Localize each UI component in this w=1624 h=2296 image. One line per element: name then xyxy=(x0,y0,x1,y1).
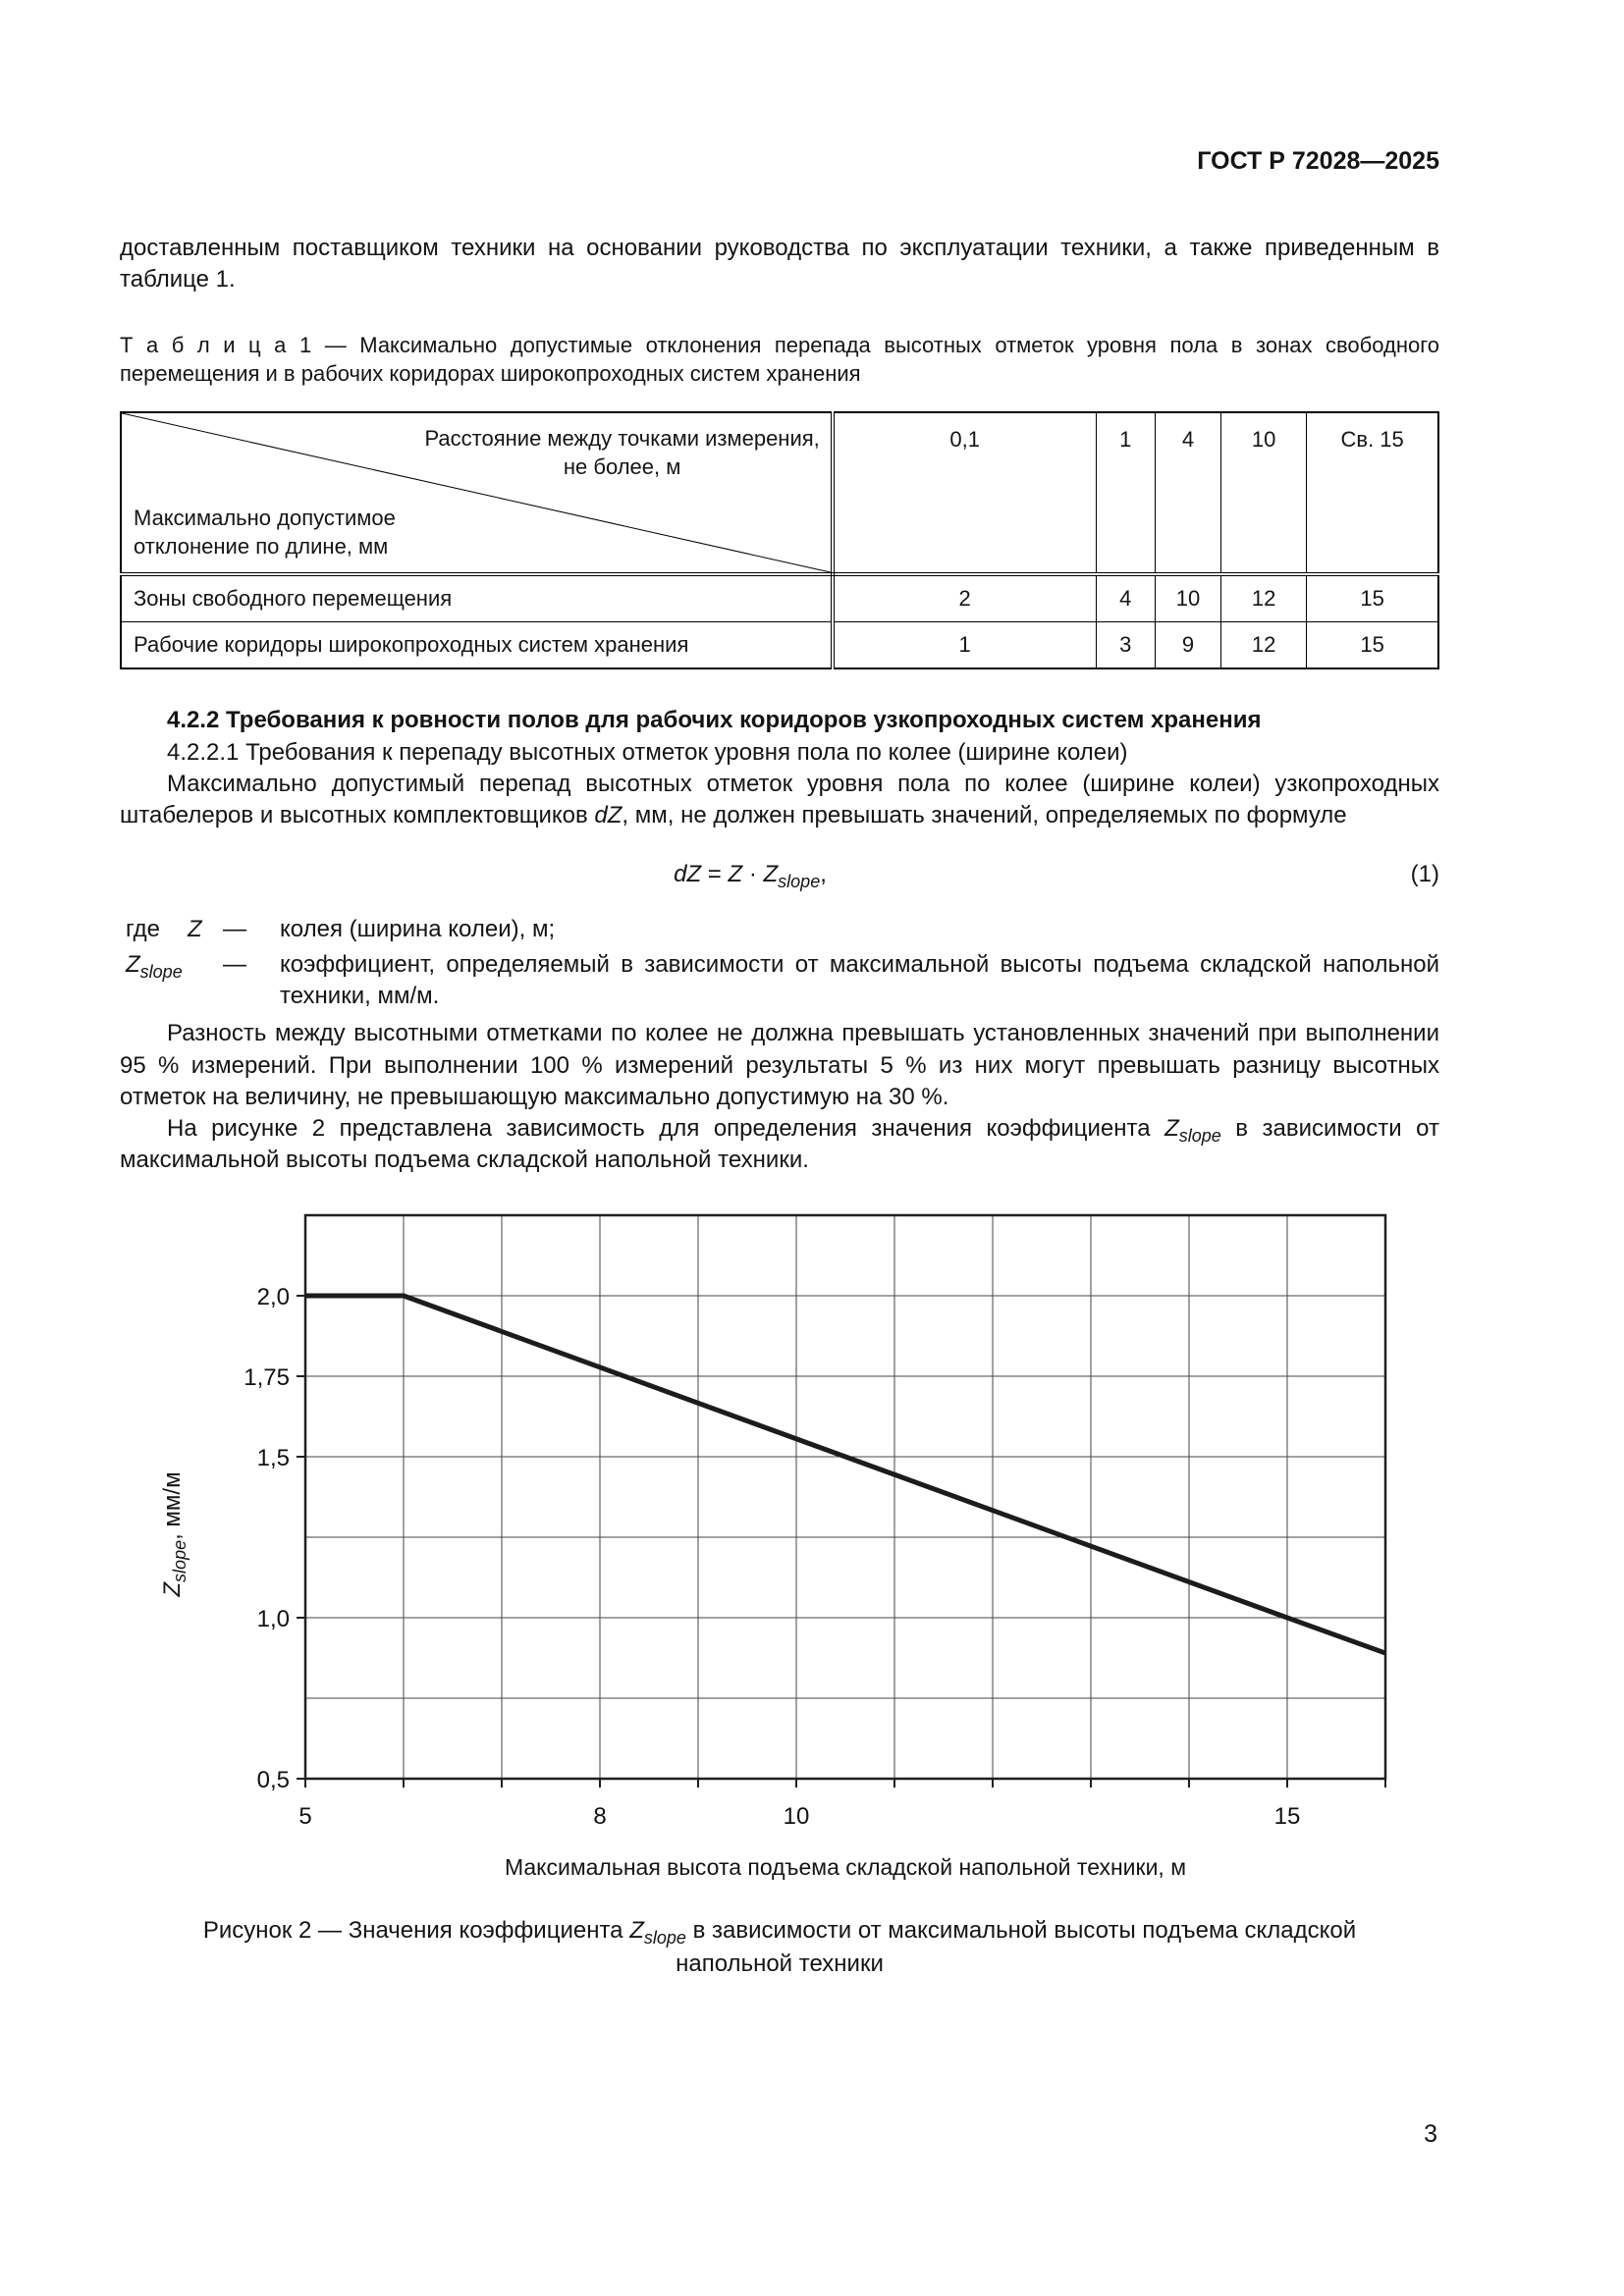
figure2-x-axis-label: Максимальная высота подъема складской напольной техники, м xyxy=(504,1854,1187,1881)
table1-header-row xyxy=(121,412,1438,574)
table1-col-header xyxy=(1096,412,1155,574)
table1-diagonal-cell xyxy=(121,412,833,574)
table-cell: 4 xyxy=(1096,574,1155,622)
svg-text:1,0: 1,0 xyxy=(256,1606,290,1633)
table-cell: 3 xyxy=(1096,622,1155,669)
dz-symbol: dZ xyxy=(594,801,623,828)
figure2-y-axis-label xyxy=(159,1353,187,1716)
text: в зависимости от максимальной высоты подъема складской напольной техники. xyxy=(120,1114,1439,1174)
z-symbol: Z xyxy=(1164,1114,1179,1142)
col-header-label: 10 xyxy=(1251,427,1276,453)
text: , мм, не должен превышать значений, определяемых по формуле xyxy=(622,801,1347,828)
svg-text:8: 8 xyxy=(593,1803,607,1831)
figure2 xyxy=(159,1203,1439,1881)
z-symbol: Z xyxy=(629,1917,644,1945)
table1-diagonal-bottom-label: Максимально допустимое отклонение по длине, мм xyxy=(134,506,396,559)
where-row-z xyxy=(120,914,1439,945)
row-label: Рабочие коридоры широкопроходных систем хранения xyxy=(121,622,833,669)
z-symbol: Z xyxy=(159,1582,186,1597)
table-cell: 15 xyxy=(1307,622,1438,669)
svg-text:15: 15 xyxy=(1273,1803,1301,1831)
z-symbol: Z xyxy=(188,916,202,942)
page-number: 3 xyxy=(1424,2120,1437,2148)
figure2-line-chart xyxy=(183,1203,1400,1846)
where-lead: где xyxy=(126,916,161,942)
table-cell: 1 xyxy=(833,622,1096,669)
svg-text:0,5: 0,5 xyxy=(256,1767,290,1794)
row-label: Зоны свободного перемещения xyxy=(121,574,833,622)
table-cell: 15 xyxy=(1307,574,1438,622)
where-symbol xyxy=(120,914,223,945)
table-cell: 9 xyxy=(1155,622,1220,669)
paragraph-figure-intro xyxy=(120,1113,1439,1176)
figure2-caption xyxy=(156,1914,1403,1980)
section-subheading-4-2-2-1: 4.2.2.1 Требования к перепаду высотных отметок уровня пола по колее (ширине колеи) xyxy=(167,738,1128,766)
table1 xyxy=(120,411,1439,669)
col-header-label: 0,1 xyxy=(949,427,980,453)
z-symbol: Z xyxy=(126,951,140,979)
slope-subscript: slope xyxy=(1178,1125,1221,1146)
formula-expression xyxy=(120,861,1380,891)
where-block xyxy=(120,914,1439,1012)
paragraph-formula-intro xyxy=(120,769,1439,831)
z-symbol: Z xyxy=(763,861,779,887)
table1-caption xyxy=(120,331,1439,388)
standard-code: ГОСТ Р 72028—2025 xyxy=(1197,147,1439,175)
intro-paragraph: доставленным поставщиком техники на основании руководства по эксплуатации техники, а также приведенным в таблице 1. xyxy=(120,235,1439,294)
dash: — xyxy=(223,916,246,942)
svg-text:1,5: 1,5 xyxy=(256,1445,290,1472)
col-header-label: 1 xyxy=(1119,427,1132,453)
where-definition: коэффициент, определяемый в зависимости от максимальной высоты подъема складской напольной техники, мм/м. xyxy=(280,951,1439,1010)
table-cell: 10 xyxy=(1155,574,1220,622)
table1-row xyxy=(121,622,1438,669)
slope-subscript: slope xyxy=(169,1540,189,1583)
svg-text:1,75: 1,75 xyxy=(244,1364,290,1392)
comma: , xyxy=(820,861,827,887)
formula-1 xyxy=(120,861,1439,891)
paragraph-tolerance: Разность между высотными отметками по колее не должна превышать установленных значений при выполнении 95 % измерений. При выполнении 100 % измерений результаты 5 % из них могут превышать разницу высотных отметок на величину, не превышающую максимально допустимую на 30 %. xyxy=(120,1020,1439,1110)
z-symbol: Z xyxy=(728,861,743,887)
y-unit-label: , мм/м xyxy=(159,1471,186,1541)
svg-text:10: 10 xyxy=(783,1803,810,1831)
table-cell: 12 xyxy=(1221,574,1307,622)
table1-col-header xyxy=(1155,412,1220,574)
dash: — xyxy=(223,951,246,979)
table1-col-header xyxy=(833,412,1096,574)
slope-subscript: slope xyxy=(643,1928,686,1949)
svg-text:5: 5 xyxy=(298,1803,312,1831)
formula-number: (1) xyxy=(1410,861,1439,887)
table1-col-header xyxy=(1221,412,1307,574)
formula-lhs: dZ xyxy=(674,861,702,887)
table1-col-header xyxy=(1307,412,1438,574)
slope-subscript: slope xyxy=(778,871,821,891)
text: На рисунке 2 представлена зависимость для определения значения коэффициента xyxy=(167,1114,1165,1142)
slope-subscript: slope xyxy=(139,961,183,982)
equals-sign: = xyxy=(701,861,729,887)
text: в зависимости от максимальной высоты подъема складской напольной техники xyxy=(676,1917,1357,1977)
where-row-zslope xyxy=(120,949,1439,1012)
table-cell: 2 xyxy=(833,574,1096,622)
svg-text:2,0: 2,0 xyxy=(256,1284,290,1311)
text: Максимально допустимый перепад высотных отметок уровня пола по колее (ширине колеи) узкопроходных штабелеров и высотных комплектовщиков xyxy=(120,770,1439,828)
col-header-label: Св. 15 xyxy=(1340,427,1404,453)
table1-caption-label: Т а б л и ц а 1 — xyxy=(120,333,360,358)
table1-diagonal-top-label: Расстояние между точками измерения, не более, м xyxy=(424,426,820,479)
table-cell: 12 xyxy=(1221,622,1307,669)
text: Рисунок 2 — Значения коэффициента xyxy=(202,1917,630,1945)
multiplication-dot: · xyxy=(742,861,764,887)
where-symbol xyxy=(120,949,223,1012)
table1-row xyxy=(121,574,1438,622)
col-header-label: 4 xyxy=(1181,427,1195,453)
where-definition: колея (ширина колеи), м; xyxy=(280,916,556,942)
table1-caption-text: Максимально допустимые отклонения перепада высотных отметок уровня пола в зонах свободного перемещения и в рабочих коридорах широкопроходных систем хранения xyxy=(120,333,1440,387)
section-heading-4-2-2: 4.2.2 Требования к ровности полов для рабочих коридоров узкопроходных систем хранения xyxy=(167,707,1262,734)
